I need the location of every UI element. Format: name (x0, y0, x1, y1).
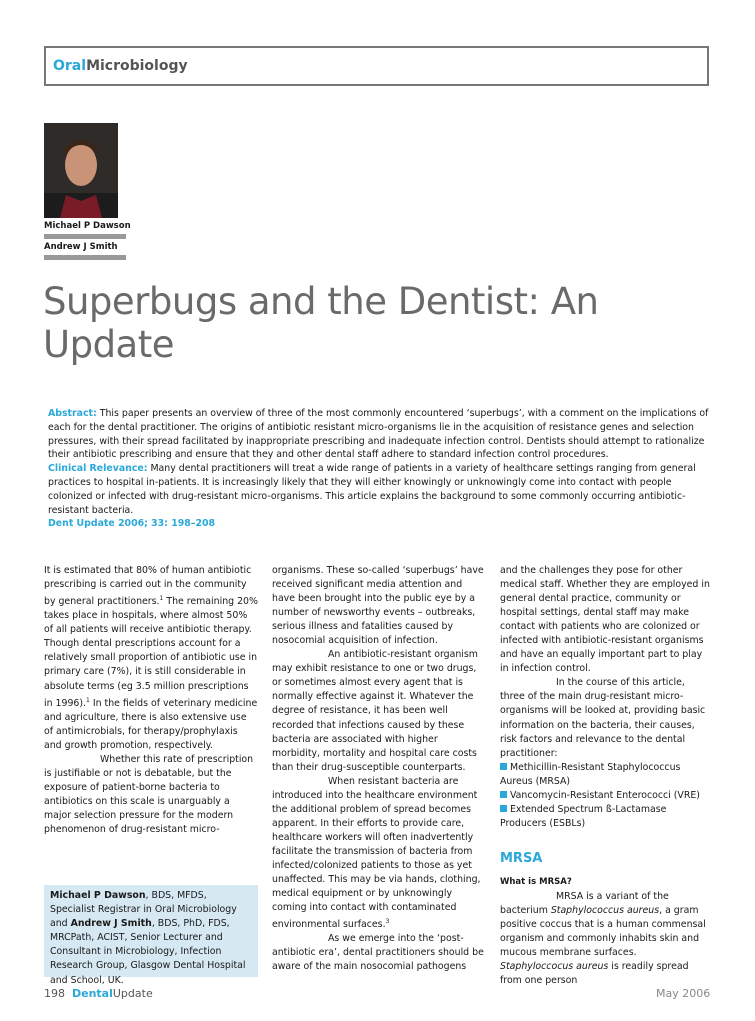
footnote-ref: 3 (385, 918, 390, 926)
list-item: Methicillin-Resistant Staphylococcus Aureus (MRSA) (500, 761, 681, 787)
body-text: As we emerge into the ‘post-antibiotic era’, dental practitioners should be aware of the main nosocomial pathogens (272, 933, 484, 973)
body-text: When resistant bacteria are introduced into the healthcare environment the additional problem of spread becomes apparent. In their efforts to provide care, healthcare workers will often inadvertently facilitate the transmission of bacteria from infected/colonized patients to those as yet unaffected. This may be via hands, clothing, medical equipment or by unknowingly coming into contact with contaminated environmental surfaces. (272, 775, 481, 931)
bullet-icon (500, 791, 507, 798)
list-item: Vancomycin-Resistant Enterococci (VRE) (500, 789, 712, 803)
body-text: Whether this rate of prescription is justifiable or not is debatable, but the exposure of patient-borne bacteria to antibiotics on this scale is unarguably a major selection pressure for the modern phenomenon of drug-resistant micro- (44, 753, 254, 836)
column-3 (500, 564, 712, 831)
abstract-text: This paper presents an overview of three of the most commonly encountered ‘superbugs’, with a comment on the implications of each for the dental practitioner. The origins of antibiotic resistant micro-organisms lie in the acquisition of resistance genes and selection pressures, with their spread facilitated by inappropriate prescribing and inadequate infection control. Dentists should attempt to rationalize their antibiotic prescribing and ensure that they and other dental staff adhere to standard infection control procedures. (48, 408, 709, 461)
author-photo (44, 123, 118, 218)
author-divider (44, 255, 126, 260)
body-text: In the fields of veterinary medicine and agriculture, there is also extensive use of antimicrobials, for therapy/prophylaxis and growth promotion, respectively. (44, 697, 258, 751)
issue-date: May 2006 (656, 987, 711, 1000)
body-text: The remaining 20% takes place in hospitals, where almost 50% of all patients will receive antibiotic therapy. Though dental prescriptions account for a relatively small proportion of antibiotic use in primary care (7%), it is still considerable in absolute terms (eg 3.5 million prescriptions in 1996). (44, 596, 258, 709)
column-1 (44, 564, 258, 837)
bullet-icon (500, 805, 507, 812)
bio-text: , BDS, MFDS, Specialist Registrar in Oral Microbiology and (50, 890, 237, 930)
bio-name: Andrew J Smith (70, 918, 152, 930)
journal-name-update: Update (112, 987, 153, 1000)
author-name-1: Michael P Dawson (44, 221, 131, 231)
bullet-icon (500, 763, 507, 770)
citation: Dent Update 2006; 33: 198–208 (48, 518, 216, 530)
article-title: Superbugs and the Dentist: An Update (43, 280, 599, 366)
body-text: and the challenges they pose for other medical staff. Whether they are employed in general dental practice, community or hospital settings, dental staff may make contact with patients who are colonized or infected with antibiotic-resistant organisms and have an equally important part to play in infection control. (500, 565, 710, 675)
clinical-relevance-label: Clinical Relevance: (48, 463, 148, 475)
bio-name: Michael P Dawson (50, 890, 146, 901)
footnote-ref: 1 (86, 696, 90, 704)
column-2 (272, 564, 484, 974)
section-label-microbiology: Microbiology (86, 58, 188, 74)
column-3-continued: MRSA is a variant of the bacterium Staphylococcus aureus, a gram positive coccus that is a human commensal organism and commonly inhabits skin and mucous membrane surfaces. Staphyloccocus aureus is readily spread from one person (500, 891, 706, 987)
body-text: It is estimated that 80% of human antibiotic prescribing is carried out in the community by general practitioners. (44, 565, 252, 608)
abstract-label: Abstract: (48, 408, 97, 419)
clinical-relevance-text: Many dental practitioners will treat a wide range of patients in a variety of healthcare settings ranging from general practices to hospital in-patients. It is increasingly likely that they will either knowingly or unknowingly come into contact with people colonized or infected with drug-resistant micro-organisms. This article explains the background to some commonly occurring antibiotic-resistant bacteria. (48, 463, 696, 516)
body-text: In the course of this article, three of the main drug-resistant micro-organisms will be looked at, providing basic information on the bacteria, their causes, risk factors and relevance to the dental practitioner: (500, 677, 706, 759)
list-item: Extended Spectrum ß-Lactamase Producers (ESBLs) (500, 803, 667, 829)
author-name-2: Andrew J Smith (44, 242, 118, 252)
footnote-ref: 1 (159, 595, 164, 603)
section-heading: MRSA (500, 851, 543, 866)
bio-text: , BDS, PhD, FDS, MRCPath, ACIST, Senior Lecturer and Consultant in Microbiology, Infection Research Group, Glasgow Dental Hospital and School, UK. (50, 918, 246, 986)
journal-name-dental: Dental (72, 987, 113, 1000)
section-header (44, 46, 709, 86)
abstract (48, 407, 713, 531)
footer (44, 987, 153, 1000)
body-text: An antibiotic-resistant organism may exhibit resistance to one or two drugs, or sometimes almost every agent that is normally effective against it. Whatever the degree of resistance, it has been well recorded that infections caused by these bacteria are associated with higher morbidity, mortality and hospital care costs than their drug-susceptible counterparts. (272, 649, 478, 773)
author-divider (44, 234, 126, 239)
section-label-oral: Oral (53, 58, 87, 74)
body-text: organisms. These so-called ‘superbugs’ have received significant media attention and have been brought into the public eye by a number of newsworthy events – outbreaks, serious illness and fatalities caused by nosocomial acquisition of infection. (272, 565, 484, 647)
page-number: 198 (44, 987, 65, 1000)
subheading: What is MRSA? (500, 877, 572, 887)
author-bio-box (44, 885, 258, 986)
